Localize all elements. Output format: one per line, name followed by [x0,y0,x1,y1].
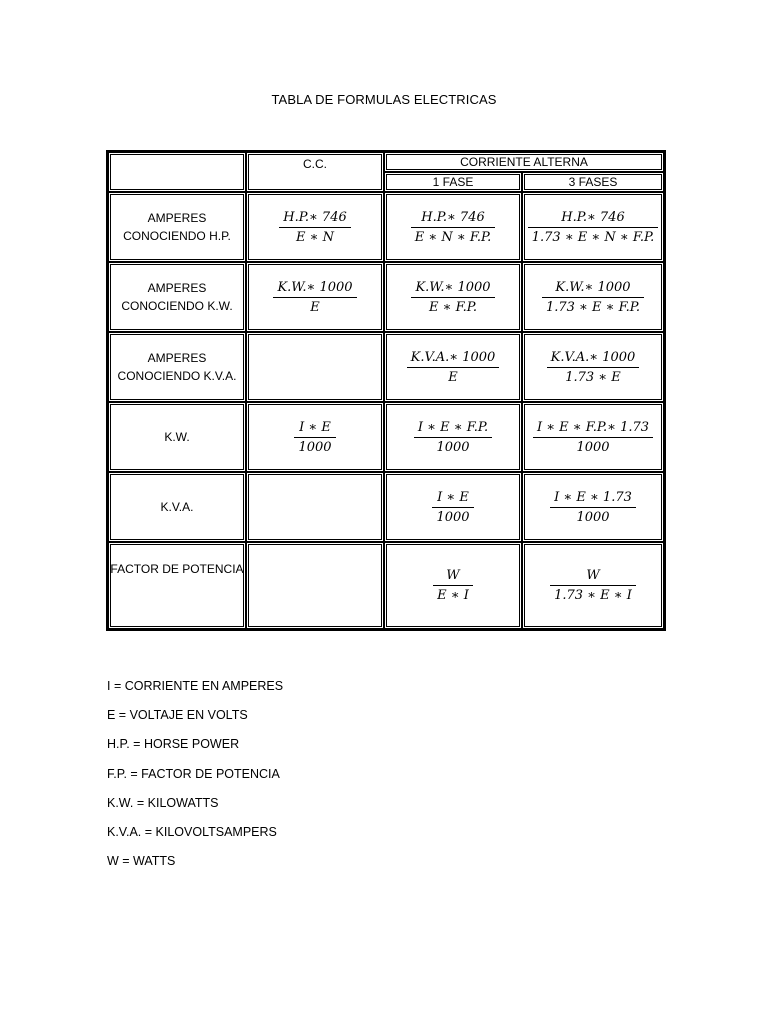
denominator: E ∗ N ∗ F.P. [414,229,492,245]
formula-cell-three-phase [522,472,664,542]
fraction [528,210,658,245]
fraction [273,280,356,315]
formula-cell-cc [246,262,384,332]
denominator: 1.73 ∗ E ∗ I [554,588,632,603]
formula-cell-one-phase [384,192,522,262]
legend [107,676,283,880]
denominator: E ∗ N [296,229,334,245]
row-label-line: AMPERES [147,281,207,295]
formula-table [106,150,666,631]
formula-cell-cc [246,402,384,472]
denominator: 1.73 ∗ E [565,369,621,385]
header-three-phase: 3 FASES [522,172,664,192]
row-label-line: AMPERES [147,211,207,225]
legend-item: K.W. = KILOWATTS [107,795,219,810]
denominator: 1000 [436,439,470,455]
numerator: I ∗ E ∗ F.P.∗ 1.73 [533,420,653,438]
header-empty-cell [108,152,246,192]
fraction [433,568,473,603]
formula-cell-three-phase [522,402,664,472]
row-label-line: K.V.A. [160,500,194,514]
numerator: H.P.∗ 746 [411,210,495,228]
numerator: W [433,568,473,586]
table-row [108,192,664,262]
row-label [108,192,246,262]
fraction [414,420,492,455]
numerator: K.V.A.∗ 1000 [547,350,640,368]
formula-cell-three-phase [522,262,664,332]
formula-cell-one-phase [384,402,522,472]
fraction [407,350,500,385]
numerator: H.P.∗ 746 [279,210,351,228]
numerator: I ∗ E ∗ 1.73 [550,490,636,508]
row-label [108,262,246,332]
header-cc: C.C. [246,152,384,192]
formula-cell-cc-empty [246,472,384,542]
numerator: H.P.∗ 746 [528,210,658,228]
row-label-line: CONOCIENDO K.V.A. [117,369,237,383]
table-row [108,332,664,402]
fraction [547,350,640,385]
numerator: K.V.A.∗ 1000 [407,350,500,368]
formula-cell-cc-empty [246,542,384,629]
header-one-phase: 1 FASE [384,172,522,192]
numerator: W [550,568,636,586]
numerator: K.W.∗ 1000 [273,280,356,298]
row-label-line: AMPERES [147,351,207,365]
table-row [108,542,664,629]
fraction [411,210,495,245]
row-label [108,542,246,629]
numerator: I ∗ E [294,420,335,438]
fraction [550,568,636,603]
numerator: I ∗ E ∗ F.P. [414,420,492,438]
fraction [542,280,644,315]
table-row [108,262,664,332]
legend-item: W = WATTS [107,854,176,869]
formula-cell-cc [246,192,384,262]
legend-item: F.P. = FACTOR DE POTENCIA [107,766,280,781]
row-label-line: CONOCIENDO H.P. [123,229,231,243]
row-label-line: CONOCIENDO K.W. [121,299,233,313]
header-row [108,152,664,172]
denominator: E ∗ F.P. [429,299,477,315]
formula-cell-three-phase [522,192,664,262]
denominator: 1.73 ∗ E ∗ F.P. [545,299,640,315]
legend-item: I = CORRIENTE EN AMPERES [107,679,284,693]
fraction [279,210,351,245]
row-label [108,472,246,542]
fraction [294,420,335,455]
formula-cell-three-phase [522,332,664,402]
numerator: K.W.∗ 1000 [542,280,644,298]
legend-item: K.V.A. = KILOVOLTSAMPERS [107,824,277,839]
denominator: 1.73 ∗ E ∗ N ∗ F.P. [531,229,655,245]
legend-item: H.P. = HORSE POWER [107,737,240,752]
formula-cell-cc-empty [246,332,384,402]
header-ac: CORRIENTE ALTERNA [384,152,664,172]
fraction [432,490,473,525]
fraction [533,420,653,455]
denominator: 1000 [576,509,610,525]
denominator: 1000 [436,509,470,525]
table-row [108,472,664,542]
row-label-line: K.W. [164,430,190,444]
fraction [550,490,636,525]
formula-cell-one-phase [384,542,522,629]
legend-item: E = VOLTAJE EN VOLTS [107,708,248,723]
numerator: K.W.∗ 1000 [411,280,494,298]
formula-cell-one-phase [384,262,522,332]
row-label [108,402,246,472]
page-title: TABLA DE FORMULAS ELECTRICAS [271,92,497,107]
fraction [411,280,494,315]
denominator: 1000 [576,439,610,455]
formula-cell-one-phase [384,332,522,402]
row-label [108,332,246,402]
table-row [108,402,664,472]
row-label-line: FACTOR DE POTENCIA [110,562,244,576]
formula-cell-three-phase [522,542,664,629]
denominator: E [310,299,320,315]
denominator: E ∗ I [437,588,469,603]
formula-cell-one-phase [384,472,522,542]
numerator: I ∗ E [432,490,473,508]
denominator: 1000 [298,439,332,455]
denominator: E [448,369,458,385]
